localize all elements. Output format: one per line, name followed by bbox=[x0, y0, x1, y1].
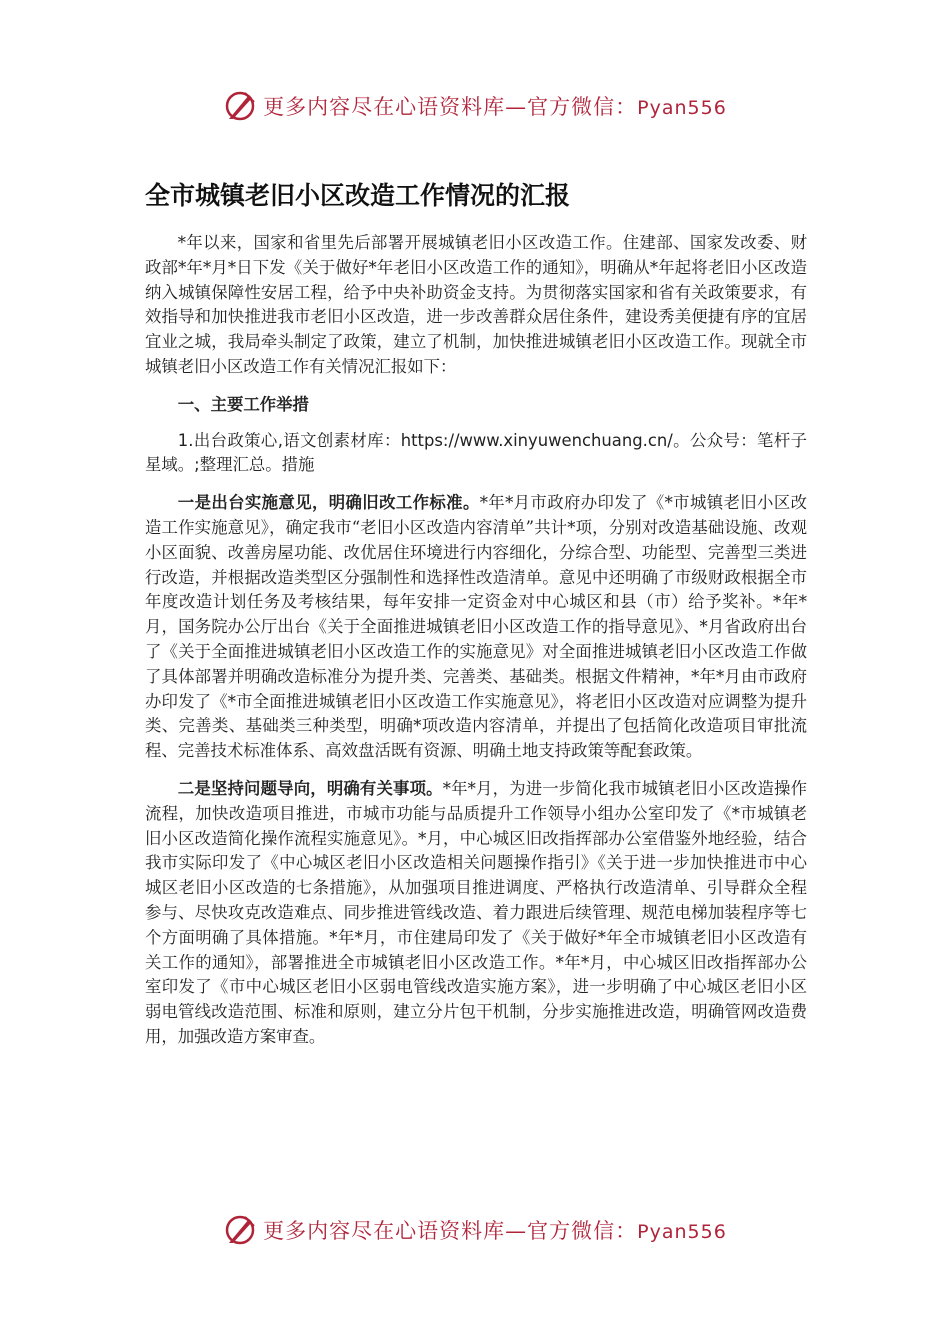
item-1-paragraph: 1.出台政策心,语文创素材库：https://www.xinyuwenchuang.cn/。公众号：笔杆子星域。;整理汇总。措施 bbox=[145, 430, 807, 475]
watermark-main: 更多内容尽在心语资料库—官方微信： bbox=[263, 95, 638, 119]
watermark-banner-top bbox=[0, 86, 950, 126]
paragraph-1-lead: 一是出台实施意见，明确旧改工作标准。 bbox=[177, 493, 480, 513]
document-body bbox=[145, 231, 807, 1063]
document-title: 全市城镇老旧小区改造工作情况的汇报 bbox=[145, 181, 571, 210]
watermark-banner-bottom bbox=[0, 1210, 950, 1250]
paragraph-1-body: *年*月市政府办印发了《*市城镇老旧小区改造工作实施意见》，确定我市“老旧小区改造内容清单”共计*项，分别对改造基础设施、改观小区面貌、改善房屋功能、改优居住环境进行内容细化，分综合型、功能型、完善型三类进行改造，并根据改造类型区分强制性和选择性改造清单。意见中还明确了市级财政根据全市年度改造计划任务及考核结果，每年安排一定资金对中心城区和县（市）给予奖补。*年*月，国务院办公厅出台《关于全面推进城镇老旧小区改造工作的指导意见》、*月省政府出台了《关于全面推进城镇老旧小区改造工作的实施意见》对全面推进城镇老旧小区改造工作做了具体部署并明确改造标准分为提升类、完善类、基础类。根据文件精神，*年*月由市政府办印发了《*市全面推进城镇老旧小区改造工作实施意见》，将老旧小区改造对应调整为提升类、完善类、基础类三种类型，明确*项改造内容清单，并提出了包括简化改造项目审批流程、完善技术标准体系、高效盘活既有资源、明确土地支持政策等配套政策。 bbox=[145, 493, 807, 761]
watermark-wechat-id: Pyan556 bbox=[637, 1221, 727, 1243]
watermark-wechat-id: Pyan556 bbox=[637, 97, 727, 119]
paragraph-1 bbox=[145, 491, 807, 764]
watermark-main: 更多内容尽在心语资料库—官方微信： bbox=[263, 1219, 638, 1243]
paragraph-2-body: *年*月，为进一步简化我市城镇老旧小区改造操作流程，加快改造项目推进，市城市功能与品质提升工作领导小组办公室印发了《*市城镇老旧小区改造简化操作流程实施意见》。*月，中心城区旧改指挥部办公室借鉴外地经验，结合我市实际印发了《中心城区老旧小区改造相关问题操作指引》《关于进一步加快推进市中心城区老旧小区改造的七条措施》，从加强项目推进调度、严格执行改造清单、引导群众全程参与、尽快攻克改造难点、同步推进管线改造、着力跟进后续管理、规范电梯加装程序等七个方面明确了具体措施。*年*月，市住建局印发了《关于做好*年全市城镇老旧小区改造有关工作的通知》，部署推进全市城镇老旧小区改造工作。*年*月，中心城区旧改指挥部办公室印发了《市中心城区老旧小区弱电管线改造实施方案》，进一步明确了中心城区老旧小区弱电管线改造范围、标准和原则，建立分片包干机制，分步实施推进改造，明确管网改造费用，加强改造方案审查。 bbox=[145, 778, 808, 1046]
intro-paragraph: *年以来，国家和省里先后部署开展城镇老旧小区改造工作。住建部、国家发改委、财政部*年*月*日下发《关于做好*年老旧小区改造工作的通知》，明确从*年起将老旧小区改造纳入城镇保障性安居工程，给予中央补助资金支持。为贯彻落实国家和省有关政策要求，有效指导和加快推进我市老旧小区改造，进一步改善群众居住条件，建设秀美便捷有序的宜居宜业之城，我局牵头制定了政策，建立了机制，加快推进城镇老旧小区改造工作。现就全市城镇老旧小区改造工作有关情况汇报如下： bbox=[145, 233, 807, 376]
watermark-text bbox=[263, 1215, 727, 1245]
quill-logo-icon bbox=[223, 89, 257, 123]
quill-logo-icon bbox=[223, 1213, 257, 1247]
paragraph-2-lead: 二是坚持问题导向，明确有关事项。 bbox=[177, 778, 443, 798]
watermark-text bbox=[263, 91, 727, 121]
paragraph-2 bbox=[145, 777, 807, 1050]
section-heading: 一、主要工作举措 bbox=[177, 394, 309, 414]
